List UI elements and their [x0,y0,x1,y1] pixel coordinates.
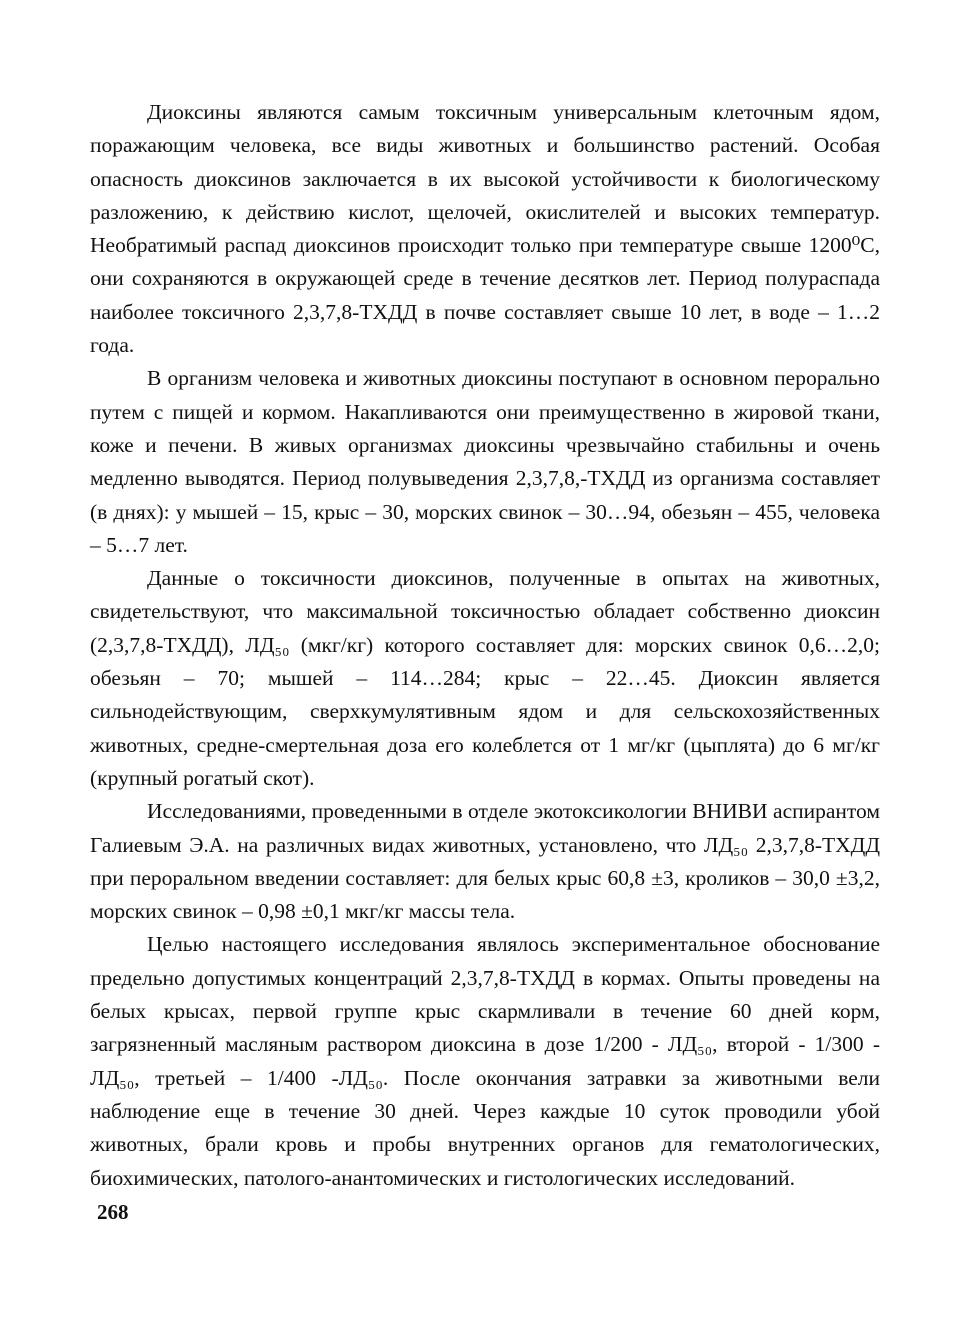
paragraph-5: Целью настоящего исследования являлось экспериментальное обоснование предельно допустимых концентраций 2,3,7,8-ТХДД в кормах. Опыты проведены на белых крысах, первой группе крыс скармливали в течение 60 дней корм, загрязненный масляным раствором диоксина в дозе 1/200 - ЛД₅₀, второй - 1/300 - ЛД₅₀, третьей – 1/400 -ЛД₅₀. После окончания затравки за животными вели наблюдение еще в течение 30 дней. Через каждые 10 суток проводили убой животных, брали кровь и пробы внутренних органов для гематологических, биохимических, патолого-анантомических и гистологических исследований. [90,932,880,1190]
paragraph-2: В организм человека и животных диоксины поступают в основном перорально путем с пищей и кормом. Накапливаются они преимущественно в жировой ткани, коже и печени. В живых организмах диоксины чрезвычайно стабильны и очень медленно выводятся. Период полувыведения 2,3,7,8,-ТХДД из организма составляет (в днях): у мышей – 15, крыс – 30, морских свинок – 30…94, обезьян – 455, человека – 5…7 лет. [90,366,880,557]
paragraph-4: Исследованиями, проведенными в отделе экотоксикологии ВНИВИ аспирантом Галиевым Э.А. на различных видах животных, установлено, что ЛД₅₀ 2,3,7,8-ТХДД при пероральном введении составляет: для белых крыс 60,8 ±3, кроликов – 30,0 ±3,2, морских свинок – 0,98 ±0,1 мкг/кг массы тела. [90,799,880,924]
paragraph-3: Данные о токсичности диоксинов, полученные в опытах на животных, свидетельствуют, что максимальной токсичностью обладает собственно диоксин (2,3,7,8-ТХДД), ЛД₅₀ (мкг/кг) которого составляет для: морских свинок 0,6…2,0; обезьян – 70; мышей – 114…284; крыс – 22…45. Диоксин является сильнодействующим, сверхкумулятивным ядом и для сельскохозяйственных животных, средне-смертельная доза его колеблется от 1 мг/кг (цыплята) до 6 мг/кг (крупный рогатый скот). [90,566,880,790]
body-text [90,96,880,1195]
paragraph-1: Диоксины являются самым токсичным универсальным клеточным ядом, поражающим человека, все виды животных и большинство растений. Особая опасность диоксинов заключается в их высокой устойчивости к биологическому разложению, к действию кислот, щелочей, окислителей и высоких температур. Необратимый распад диоксинов происходит только при температуре свыше 1200⁰С, они сохраняются в окружающей среде в течение десятков лет. Период полураспада наиболее токсичного 2,3,7,8-ТХДД в почве составляет свыше 10 лет, в воде – 1…2 года. [90,100,880,358]
page-number: 268 [97,1200,129,1224]
